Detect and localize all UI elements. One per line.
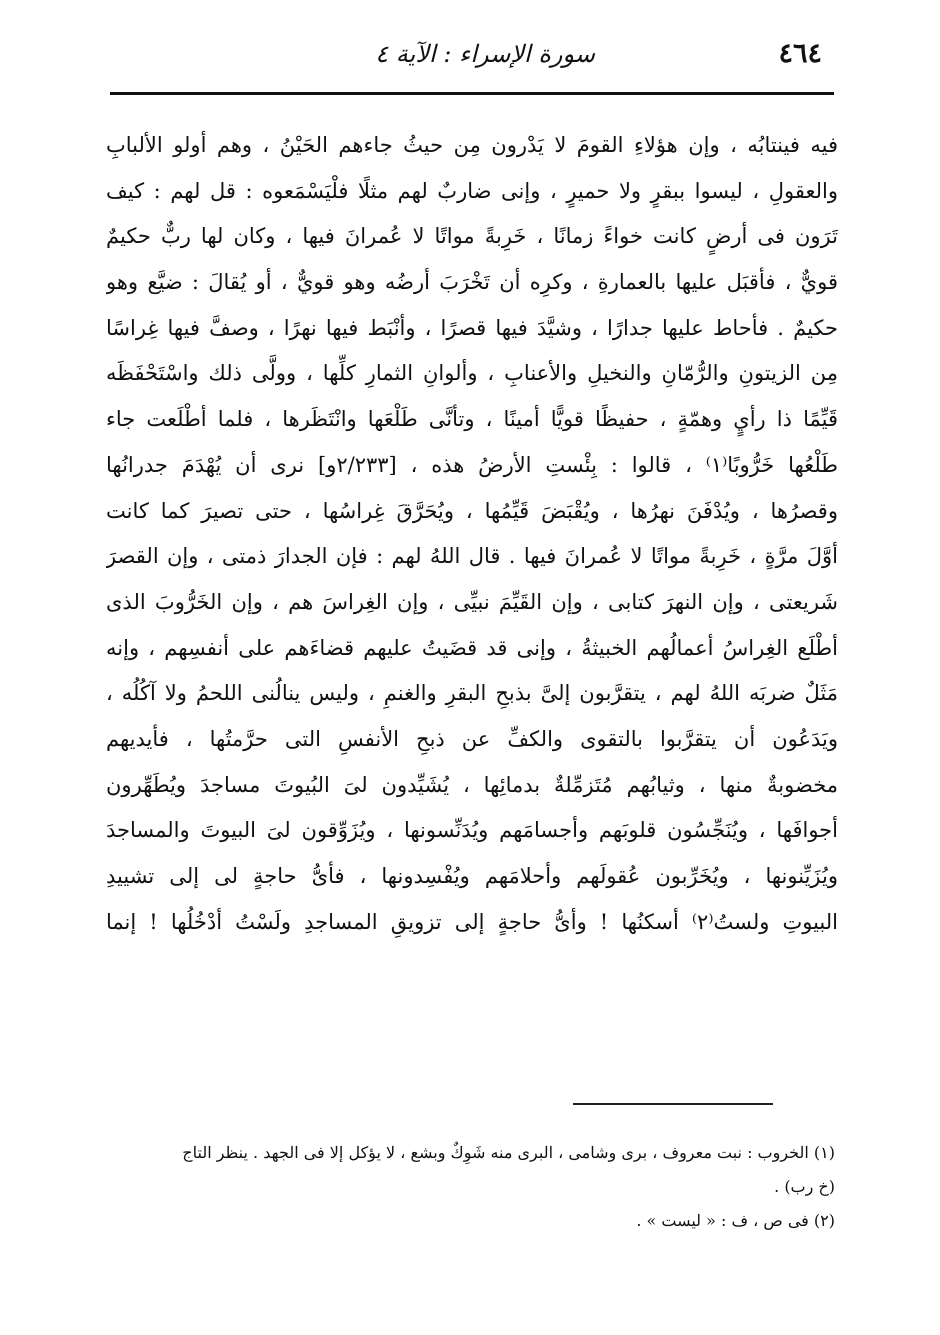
footnote-line: (٢) فى ص ، ف : « ليست » . [636, 1211, 835, 1230]
text-line: مخضوبةٌ منها ، وثيابُهم مُتَزمِّلةٌ بدمائِها ، يُشَيِّدون لىَ البُيوتَ مساجدَ ويُطَهِّرون [106, 772, 838, 797]
footnote-divider [573, 1103, 773, 1105]
text-line: شَريعتى ، وإن النهرَ كتابى ، وإن القَيِّمَ نبيِّى ، وإن الغِراسَ هم ، وإن الخَرُّوبَ الذى [106, 589, 838, 614]
text-line: البيوتِ ولستُ⁽٢⁾ أسكنُها ! وأىُّ حاجةٍ إلى تزويقِ المساجدِ ولَسْتُ أدْخُلُها ! إنما [106, 909, 838, 934]
footnote-line: (خ رب) . [774, 1177, 835, 1196]
text-line: طَلْعُها خَرُّوبًا⁽١⁾ ، قالوا : بِئْستِ الأرضُ هذه ، [٢/٢٣٣و] نرى أن يُهْدَمَ جدرانُها [106, 452, 838, 477]
text-line: والعقولِ ، ليسوا ببقرٍ ولا حميرٍ ، وإنى ضاربٌ لهم مثلًا فلْيَسْمَعوه : قل لهم : كيف [106, 178, 838, 203]
footnote-line: (١) الخروب : نبت معروف ، برى وشامى ، البرى منه شَوِكٌ وبشع ، لا يؤكل إلا فى الجهد . ينظر التاج [182, 1143, 835, 1162]
page-number: ٤٦٤ [778, 38, 822, 69]
text-line: أوَّلَ مرَّةٍ ، خَرِبةً مواتًا لا عُمرانَ فيها . قال اللهُ لهم : فإن الجدارَ ذمتى ، وإن القصرَ [106, 544, 838, 569]
text-line: تَرَون فى أرضٍ كانت خواءً زمانًا ، خَرِبةً مواتًا لا عُمرانَ فيها ، وكان لها ربٌّ حكيمٌ [106, 224, 838, 249]
surah-title: سورة الإسراء : الآية ٤ [375, 40, 595, 68]
text-line: قويٌّ ، فأقبَل عليها بالعمارةِ ، وكرِه أن تَخْرَبَ أرضُه وهو قويٌّ ، أو يُقالَ : ضيَّع وهو [106, 270, 838, 295]
text-line: مَثَلٌ ضربَه اللهُ لهم ، يتقرَّبون إلىَّ بذبحِ البقرِ والغنمِ ، وليس ينالُنى اللحمُ ولا آكُلُه ، [106, 681, 838, 706]
text-line: قَيِّمًا ذا رأيٍ وهمّةٍ ، حفيظًا قويًّا أمينًا ، وتأنَّى طَلْعَها وانْتَظَرها ، فلما أطْلَعت جاء [106, 407, 838, 432]
running-header [112, 36, 830, 80]
text-line: وقصرُها ، ويُدْفَنَ نهرُها ، ويُقْبَضَ قَيِّمُها ، ويُحَرَّقَ غِراسُها ، حتى تصيرَ كما كانت [106, 498, 838, 523]
text-line: أطْلَع الغِراسُ أعمالُهم الخبيثةُ ، وإنى قد قضَيتُ عليهم قضاءَهم على أنفسِهم ، وإنه [106, 635, 838, 660]
footnotes [120, 1136, 835, 1238]
text-line: حكيمٌ . فأحاط عليها جدارًا ، وشيَّدَ فيها قصرًا ، وأنْبَط فيها نهرًا ، وصفَّ فيها غِراسًا [106, 315, 838, 340]
text-line: أجوافَها ، ويُنَجِّسُون قلوبَهم وأجسامَهم ويُدَنِّسونها ، ويُزَوِّقون لىَ البيوتَ والمساجدَ [106, 818, 838, 843]
text-line: فيه فينتابُه ، وإن هؤلاءِ القومَ لا يَدْرون مِن حيثُ جاءهم الحَيْنُ ، وهم أولو الألبابِ [106, 133, 838, 157]
header-divider [110, 92, 834, 95]
main-text [106, 123, 838, 945]
text-line: ويُزَيِّنونها ، ويُخَرِّبون عُقولَهم وأحلامَهم ويُفْسِدونها ، فأىُّ حاجةٍ لى إلى تشييدِ [106, 864, 838, 888]
text-line: ويَدَعُون أن يتقرَّبوا بالتقوى والكفِّ عن ذبحِ الأنفسِ التى حرَّمتُها ، فأيديهم [106, 726, 838, 751]
text-line: مِن الزيتونِ والرُّمّانِ والنخيلِ والأعنابِ ، وألوانِ الثمارِ كلِّها ، وولَّى ذلك واسْتَحْفَظَه [106, 361, 838, 386]
